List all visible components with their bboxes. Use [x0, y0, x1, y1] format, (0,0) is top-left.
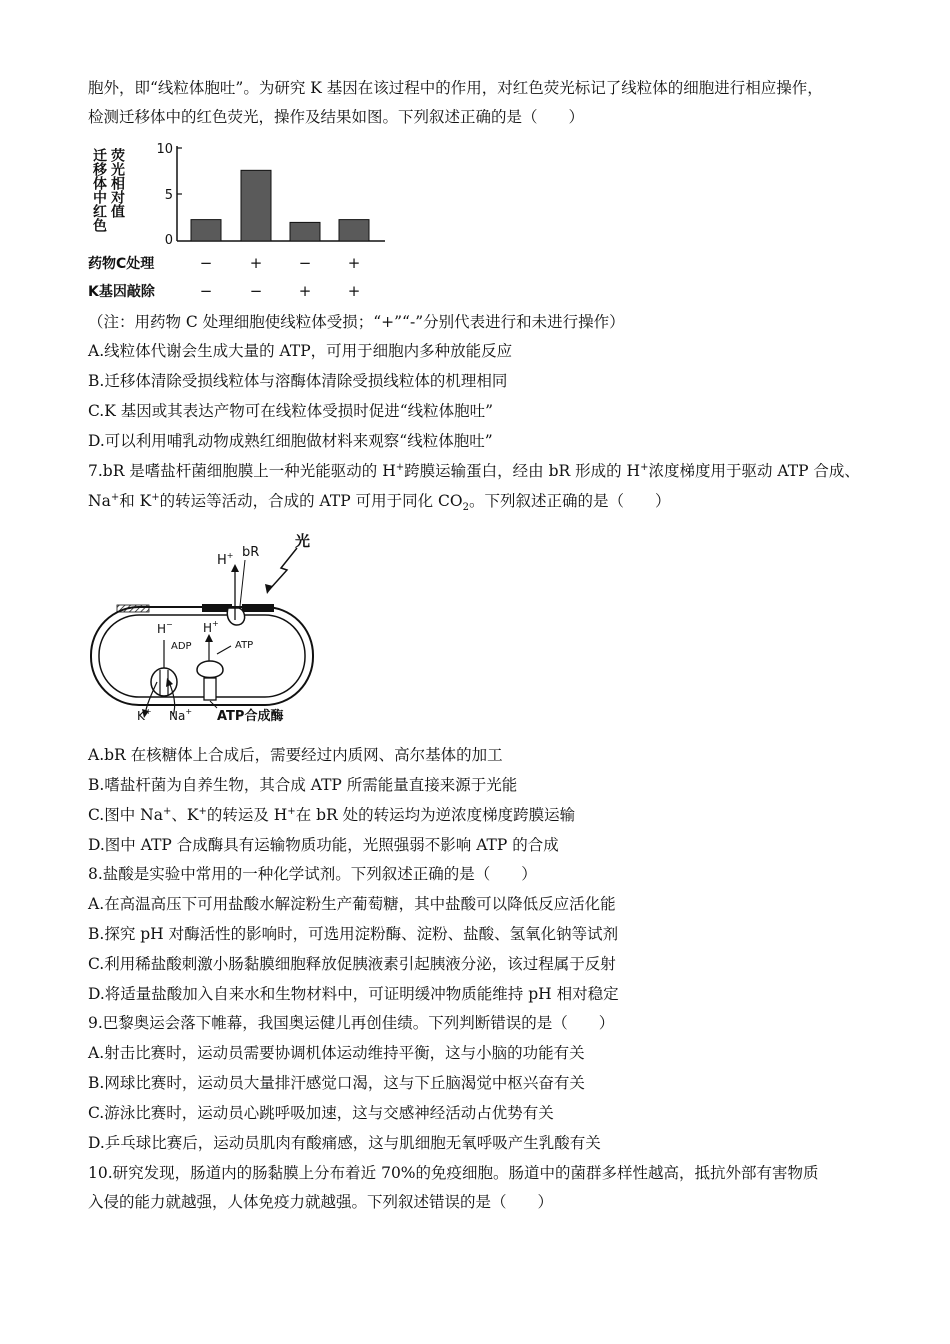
arrow-head — [205, 634, 213, 642]
cell-inner-membrane — [99, 615, 305, 697]
q7-stem-text: 7.bR 是嗜盐杆菌细胞膜上一种光能驱动的 H — [88, 462, 396, 480]
atp-label: ATP — [235, 640, 254, 651]
purple-membrane-right — [242, 604, 274, 612]
atp-arrow — [217, 646, 231, 654]
row-label-k-knockout: K基因敲除 — [88, 284, 155, 300]
h-plus-top-label: H+ — [217, 551, 234, 568]
cell-outer-membrane — [91, 607, 313, 705]
q9-option-a: A.射击比赛时，运动员需要协调机体运动维持平衡，这与小脑的功能有关 — [88, 1044, 585, 1062]
q7-stem-text: Na — [88, 492, 111, 510]
q9-option-b: B.网球比赛时，运动员大量排汗感觉口渴，这与下丘脑渴觉中枢兴奋有关 — [88, 1074, 585, 1092]
option-text: 的转运及 H — [206, 806, 288, 824]
bar-control — [191, 220, 221, 241]
y-axis-label-line-1: 迁移体中红色 — [91, 148, 107, 232]
y-tick-label-10: 10 — [156, 142, 173, 157]
q8-option-b: B.探究 pH 对酶活性的影响时，可选用淀粉酶、淀粉、盐酸、氢氧化钠等试剂 — [88, 925, 619, 943]
drug-c-mark-4: + — [347, 254, 361, 272]
light-bolt — [269, 548, 297, 590]
option-text: C.图中 Na — [88, 806, 163, 824]
arrow-head — [231, 564, 239, 572]
k-knockout-mark-1: − — [199, 282, 213, 300]
option-text: 、K — [171, 806, 199, 824]
atp-synthase-head — [197, 661, 223, 678]
drug-c-mark-1: − — [199, 254, 213, 272]
na-label: Na+ — [169, 707, 193, 723]
q6-option-d: D.可以利用哺乳动物成熟红细胞做材料来观察“线粒体胞吐” — [88, 432, 493, 450]
superscript: + — [395, 461, 405, 473]
q7-option-c — [88, 805, 575, 825]
atp-synthase-label: ATP合成酶 — [217, 709, 284, 724]
bar-drug-c — [241, 170, 271, 241]
intro-line-2: 检测迁移体中的红色荧光，操作及结果如图。下列叙述正确的是（ ） — [88, 108, 585, 126]
drug-c-mark-2: + — [249, 254, 263, 272]
q8-option-a: A.在高温高压下可用盐酸水解淀粉生产葡萄糖，其中盐酸可以降低反应活化能 — [88, 895, 616, 913]
superscript: + — [640, 461, 649, 473]
q6-option-a: A.线粒体代谢会生成大量的 ATP，可用于细胞内多种放能反应 — [88, 342, 513, 360]
k-knockout-mark-4: + — [347, 282, 361, 300]
hatched-membrane-patch — [117, 605, 149, 612]
k-label: K+ — [137, 707, 152, 723]
light-label: 光 — [295, 532, 311, 550]
q6-option-c: C.K 基因或其表达产物可在线粒体受损时促进“线粒体胞吐” — [88, 402, 494, 420]
q8-option-c: C.利用稀盐酸刺激小肠黏膜细胞释放促胰液素引起胰液分泌，该过程属于反射 — [88, 955, 616, 973]
row-label-drug-c: 药物C处理 — [88, 256, 155, 272]
q7-stem-text: 浓度梯度用于驱动 ATP 合成、 — [648, 462, 860, 480]
atp-synthase-stalk — [204, 678, 216, 700]
br-label-pointer — [240, 560, 245, 606]
q7-stem-text: 的转运等活动，合成的 ATP 可用于同化 CO — [159, 492, 463, 510]
q9-option-d: D.乒乓球比赛后，运动员肌肉有酸痛感，这与肌细胞无氧呼吸产生乳酸有关 — [88, 1134, 601, 1152]
br-protein — [227, 608, 244, 625]
subscript: 2 — [462, 502, 469, 514]
q7-stem-text: 跨膜运输蛋白，经由 bR 形成的 H — [404, 462, 641, 480]
q8-option-d: D.将适量盐酸加入自来水和生物材料中，可证明缓冲物质能维持 pH 相对稳定 — [88, 985, 619, 1003]
k-knockout-mark-2: − — [249, 282, 263, 300]
q7-option-d: D.图中 ATP 合成酶具有运输物质功能，光照强弱不影响 ATP 的合成 — [88, 836, 559, 854]
light-bolt-head — [265, 584, 273, 594]
fluorescence-bar-chart — [85, 138, 395, 308]
q7-stem-text: 。下列叙述正确的是（ ） — [468, 492, 671, 510]
q8-stem: 8.盐酸是实验中常用的一种化学试剂。下列叙述正确的是（ ） — [88, 865, 537, 883]
h-minus-label: H− — [157, 620, 173, 636]
y-axis-label-line-2: 荧光相对值 — [109, 148, 125, 218]
intro-line-1: 胞外，即“线粒体胞吐”。为研究 K 基因在该过程中的作用，对红色荧光标记了线粒体的细胞进行相应操作， — [88, 79, 823, 97]
adp-label: ADP — [171, 641, 192, 652]
q7-stem-line-2 — [88, 491, 671, 514]
q7-option-b: B.嗜盐杆菌为自养生物，其合成 ATP 所需能量直接来源于光能 — [88, 776, 518, 794]
superscript: + — [110, 491, 120, 503]
option-text: 在 bR 处的转运均为逆浓度梯度跨膜运输 — [295, 806, 576, 824]
q9-option-c: C.游泳比赛时，运动员心跳呼吸加速，这与交感神经活动占优势有关 — [88, 1104, 554, 1122]
q7-option-a: A.bR 在核糖体上合成后，需要经过内质网、高尔基体的加工 — [88, 746, 503, 764]
halobacterium-cell-diagram — [85, 520, 325, 730]
superscript: + — [162, 805, 172, 817]
superscript: + — [287, 805, 296, 817]
y-tick-label-5: 5 — [164, 188, 173, 203]
superscript: + — [151, 491, 160, 503]
bar-drug-c-and-k-knockout — [339, 220, 369, 241]
q6-note: （注：用药物 C 处理细胞使线粒体受损；“+”“-”分别代表进行和未进行操作） — [88, 313, 625, 331]
q7-stem-text: 和 K — [119, 492, 152, 510]
k-knockout-mark-3: + — [298, 282, 312, 300]
q10-stem-line-1: 10.研究发现，肠道内的肠黏膜上分布着近 70%的免疫细胞。肠道中的菌群多样性越高，抵抗外部有害物质 — [88, 1164, 819, 1182]
q7-stem-line-1 — [88, 461, 860, 481]
drug-c-mark-3: − — [298, 254, 312, 272]
antiporter-transporter — [151, 668, 177, 696]
bar-k-knockout — [290, 222, 320, 241]
superscript: + — [198, 805, 207, 817]
h-plus-inner-label: H+ — [203, 619, 219, 635]
q9-stem: 9.巴黎奥运会落下帷幕，我国奥运健儿再创佳绩。下列判断错误的是（ ） — [88, 1014, 615, 1032]
y-tick-label-0: 0 — [164, 233, 173, 248]
q10-stem-line-2: 入侵的能力就越强，人体免疫力就越强。下列叙述错误的是（ ） — [88, 1193, 554, 1211]
br-label: bR — [242, 545, 260, 560]
q6-option-b: B.迁移体清除受损线粒体与溶酶体清除受损线粒体的机理相同 — [88, 372, 508, 390]
